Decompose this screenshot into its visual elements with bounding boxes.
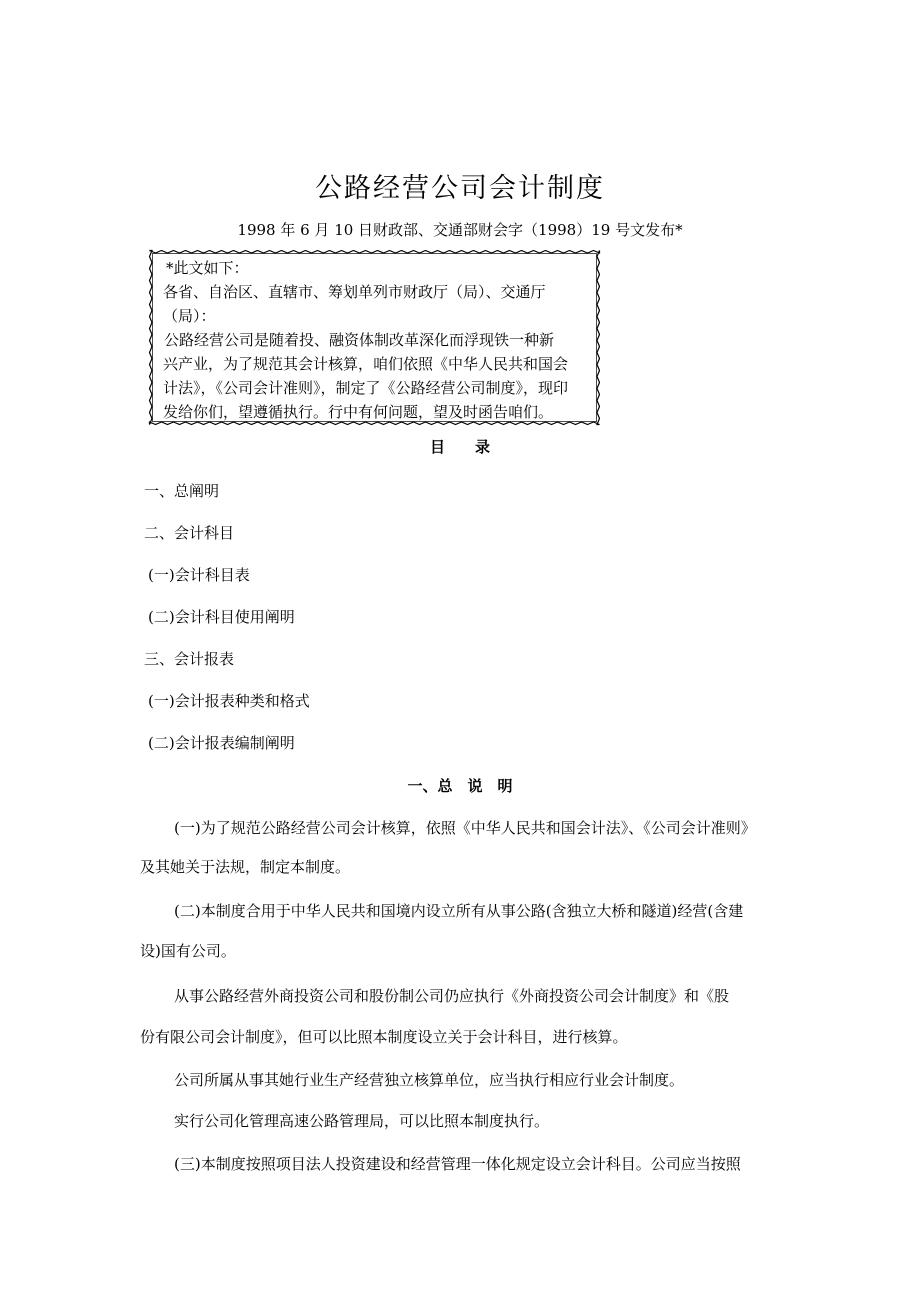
paragraph-line: 从事公路经营外商投资公司和股份制公司仍应执行《外商投资公司会计制度》和《股 xyxy=(174,987,730,1005)
paragraph-line: (一)为了规范公路经营公司会计核算，依照《中华人民共和国会计法》、《公司会计准则》 xyxy=(174,819,756,837)
paragraph-line: 份有限公司会计制度》，但可以比照本制度设立关于会计科目，进行核算。 xyxy=(140,1028,628,1046)
notice-line: 公路经营公司是随着投、融资体制改革深化而浮现铁一种新 xyxy=(164,331,555,349)
notice-line: 计法》，《公司会计准则》，制定了《公路经营公司制度》，现印 xyxy=(163,379,569,397)
section-heading: 一、总 说 明 xyxy=(407,777,513,795)
notice-line: 发给你们，望遵循执行。行中有何问题，望及时函告咱们。 xyxy=(163,403,554,421)
document-title: 公路经营公司会计制度 xyxy=(315,173,605,204)
toc-heading: 目 录 xyxy=(429,438,490,456)
paragraph-line: (三)本制度按照项目法人投资建设和经营管理一体化规定设立会计科目。公司应当按照 xyxy=(174,1155,741,1173)
notice-line: 各省、自治区、直辖市、筹划单列市财政厅（局）、交通厅 xyxy=(163,283,546,301)
paragraph-line: 实行公司化管理高速公路管理局，可以比照本制度执行。 xyxy=(174,1112,550,1130)
notice-line: 兴产业，为了规范其会计核算，咱们依照《中华人民共和国会 xyxy=(163,355,569,373)
paragraph-line: (二)本制度合用于中华人民共和国境内设立所有从事公路(含独立大桥和隧道)经营(含建 xyxy=(174,902,744,920)
toc-item: (二)会计科目使用阐明 xyxy=(148,608,295,626)
notice-box xyxy=(148,249,601,426)
paragraph-line: 及其她关于法规，制定本制度。 xyxy=(140,858,351,876)
notice-line: （局）： xyxy=(163,307,216,325)
toc-item: (二)会计报表编制阐明 xyxy=(148,734,295,752)
paragraph-line: 公司所属从事其她行业生产经营独立核算单位，应当执行相应行业会计制度。 xyxy=(174,1071,685,1089)
toc-item: 三、会计报表 xyxy=(144,650,235,668)
notice-line: *此文如下： xyxy=(166,259,249,277)
document-subtitle: 1998 年 6 月 10 日财政部、交通部财会字（1998）19 号文发布* xyxy=(237,221,683,239)
paragraph-line: 设)国有公司。 xyxy=(140,942,236,960)
toc-item: 一、总阐明 xyxy=(144,482,220,500)
toc-item: 二、会计科目 xyxy=(144,524,235,542)
toc-item: (一)会计报表种类和格式 xyxy=(148,692,310,710)
toc-item: (一)会计科目表 xyxy=(148,566,250,584)
